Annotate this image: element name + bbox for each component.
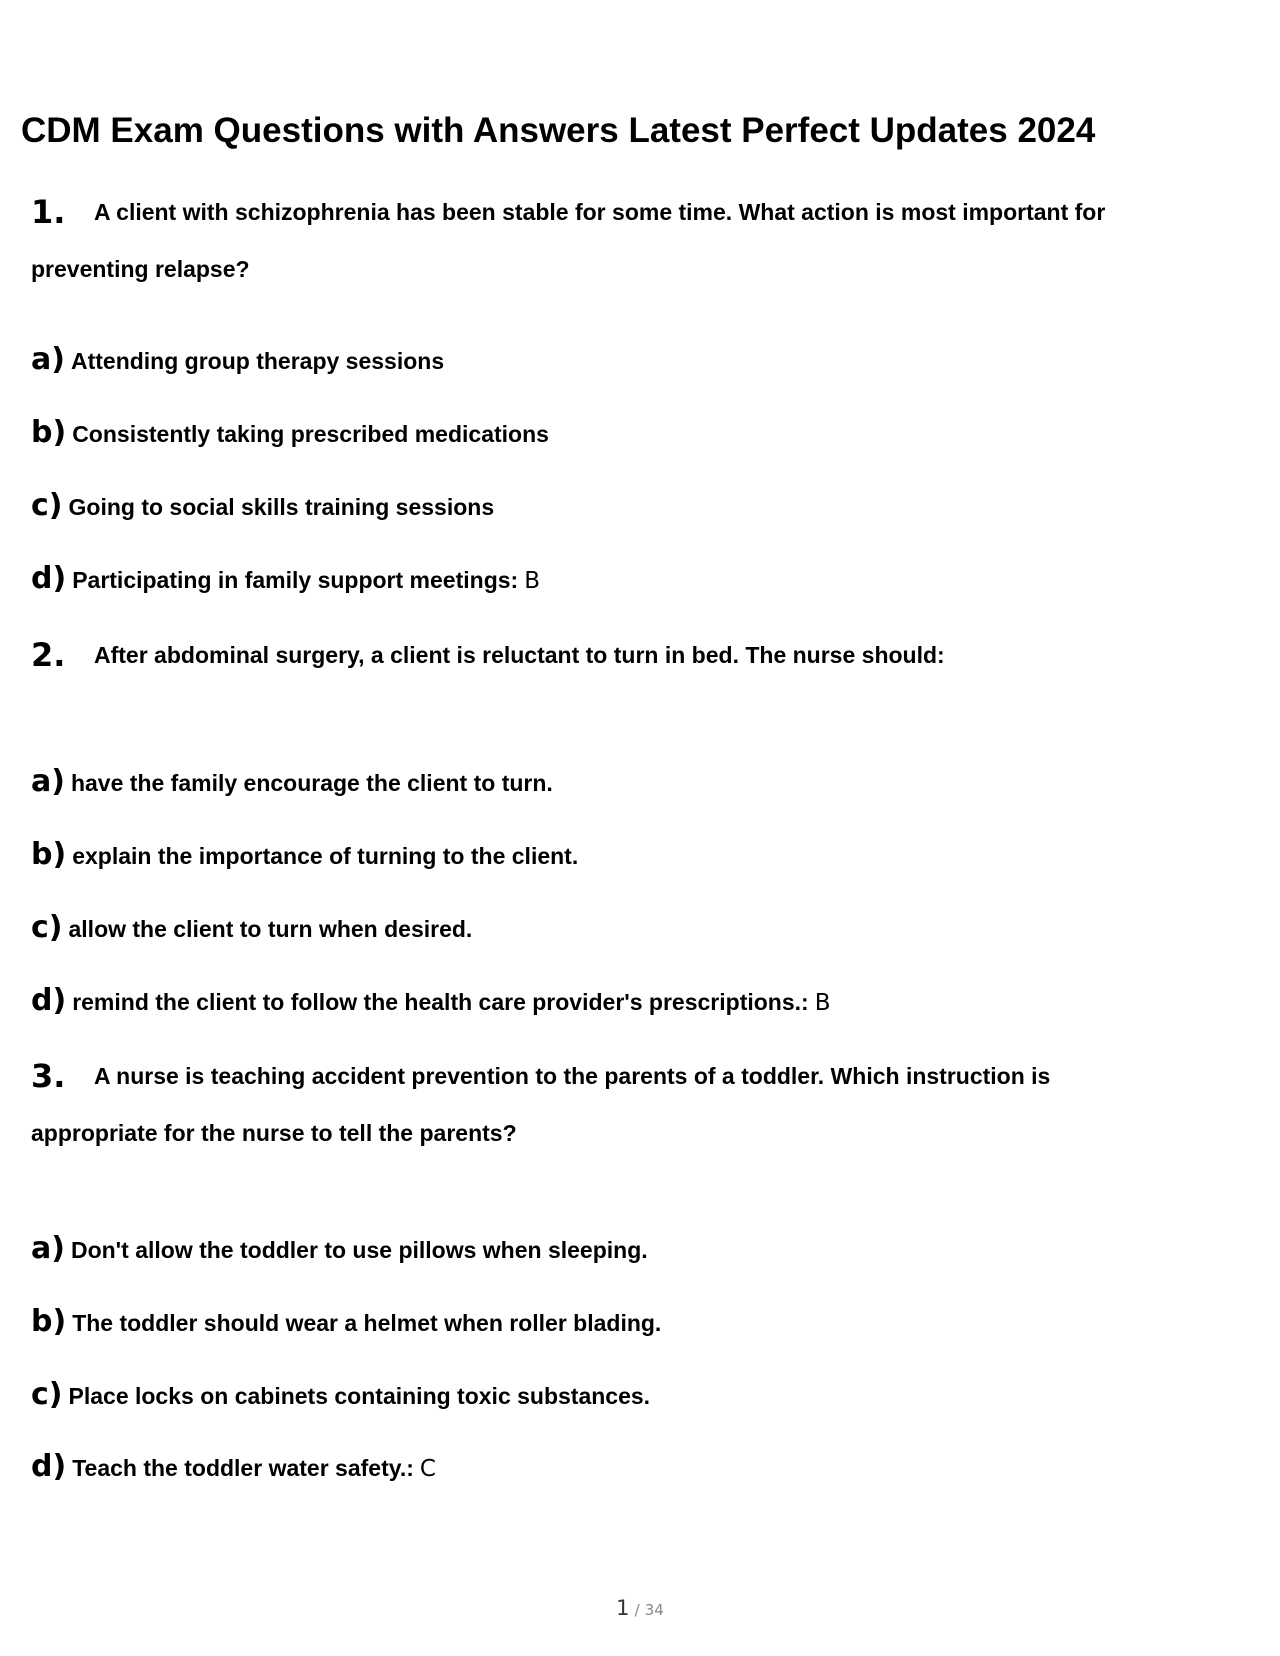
option-a bbox=[31, 342, 444, 377]
option-d bbox=[31, 1449, 436, 1484]
option-letter: d) bbox=[31, 1449, 67, 1484]
option-text: Attending group therapy sessions bbox=[70, 348, 445, 374]
question-number: 3. bbox=[31, 1057, 66, 1095]
option-letter: c) bbox=[31, 910, 63, 945]
option-d bbox=[31, 561, 540, 596]
option-a bbox=[31, 1231, 648, 1266]
option-text: Don't allow the toddler to use pillows when sleeping. bbox=[70, 1237, 648, 1263]
answer-key: C bbox=[419, 1456, 436, 1482]
question-text-continued: appropriate for the nurse to tell the parents? bbox=[31, 1120, 517, 1146]
option-text: explain the importance of turning to the client. bbox=[72, 843, 579, 869]
option-letter: d) bbox=[31, 983, 67, 1018]
answer-key: B bbox=[524, 568, 540, 594]
question-number: 1. bbox=[31, 193, 66, 231]
option-d bbox=[31, 983, 830, 1018]
question-text: A client with schizophrenia has been stable for some time. What action is most important for bbox=[94, 199, 1106, 225]
option-letter: d) bbox=[31, 561, 67, 596]
option-text: have the family encourage the client to turn. bbox=[70, 770, 553, 796]
option-c bbox=[31, 488, 494, 523]
option-letter: a) bbox=[31, 1231, 65, 1266]
current-page: 1 bbox=[616, 1596, 630, 1620]
page-separator: / bbox=[634, 1601, 640, 1619]
option-c bbox=[31, 910, 472, 945]
option-text: Consistently taking prescribed medications bbox=[72, 421, 549, 447]
question-number: 2. bbox=[31, 636, 66, 674]
option-letter: a) bbox=[31, 342, 65, 377]
option-c bbox=[31, 1377, 650, 1412]
question-text: After abdominal surgery, a client is reluctant to turn in bed. The nurse should: bbox=[94, 642, 945, 668]
question-text: A nurse is teaching accident prevention to the parents of a toddler. Which instruction is bbox=[94, 1063, 1051, 1089]
option-text: remind the client to follow the health care provider's prescriptions.: bbox=[72, 989, 809, 1015]
option-text: Place locks on cabinets containing toxic substances. bbox=[68, 1383, 651, 1409]
total-pages: 34 bbox=[644, 1601, 664, 1619]
answer-key: B bbox=[814, 990, 831, 1016]
option-letter: b) bbox=[31, 415, 67, 450]
option-text: Going to social skills training sessions bbox=[68, 494, 495, 520]
option-letter: b) bbox=[31, 1304, 67, 1339]
option-letter: a) bbox=[31, 764, 65, 799]
option-text: The toddler should wear a helmet when roller blading. bbox=[72, 1310, 662, 1336]
option-letter: c) bbox=[31, 1377, 63, 1412]
option-letter: b) bbox=[31, 837, 67, 872]
option-a bbox=[31, 764, 553, 799]
document-title: CDM Exam Questions with Answers Latest Perfect Updates 2024 bbox=[21, 111, 1096, 150]
option-b bbox=[31, 415, 549, 450]
option-text: Teach the toddler water safety.: bbox=[72, 1455, 414, 1481]
option-text: allow the client to turn when desired. bbox=[68, 916, 473, 942]
page-indicator bbox=[0, 1596, 1280, 1620]
option-b bbox=[31, 1304, 661, 1339]
option-b bbox=[31, 837, 578, 872]
option-text: Participating in family support meetings: bbox=[72, 567, 519, 593]
option-letter: c) bbox=[31, 488, 63, 523]
question-text-continued: preventing relapse? bbox=[31, 256, 250, 282]
